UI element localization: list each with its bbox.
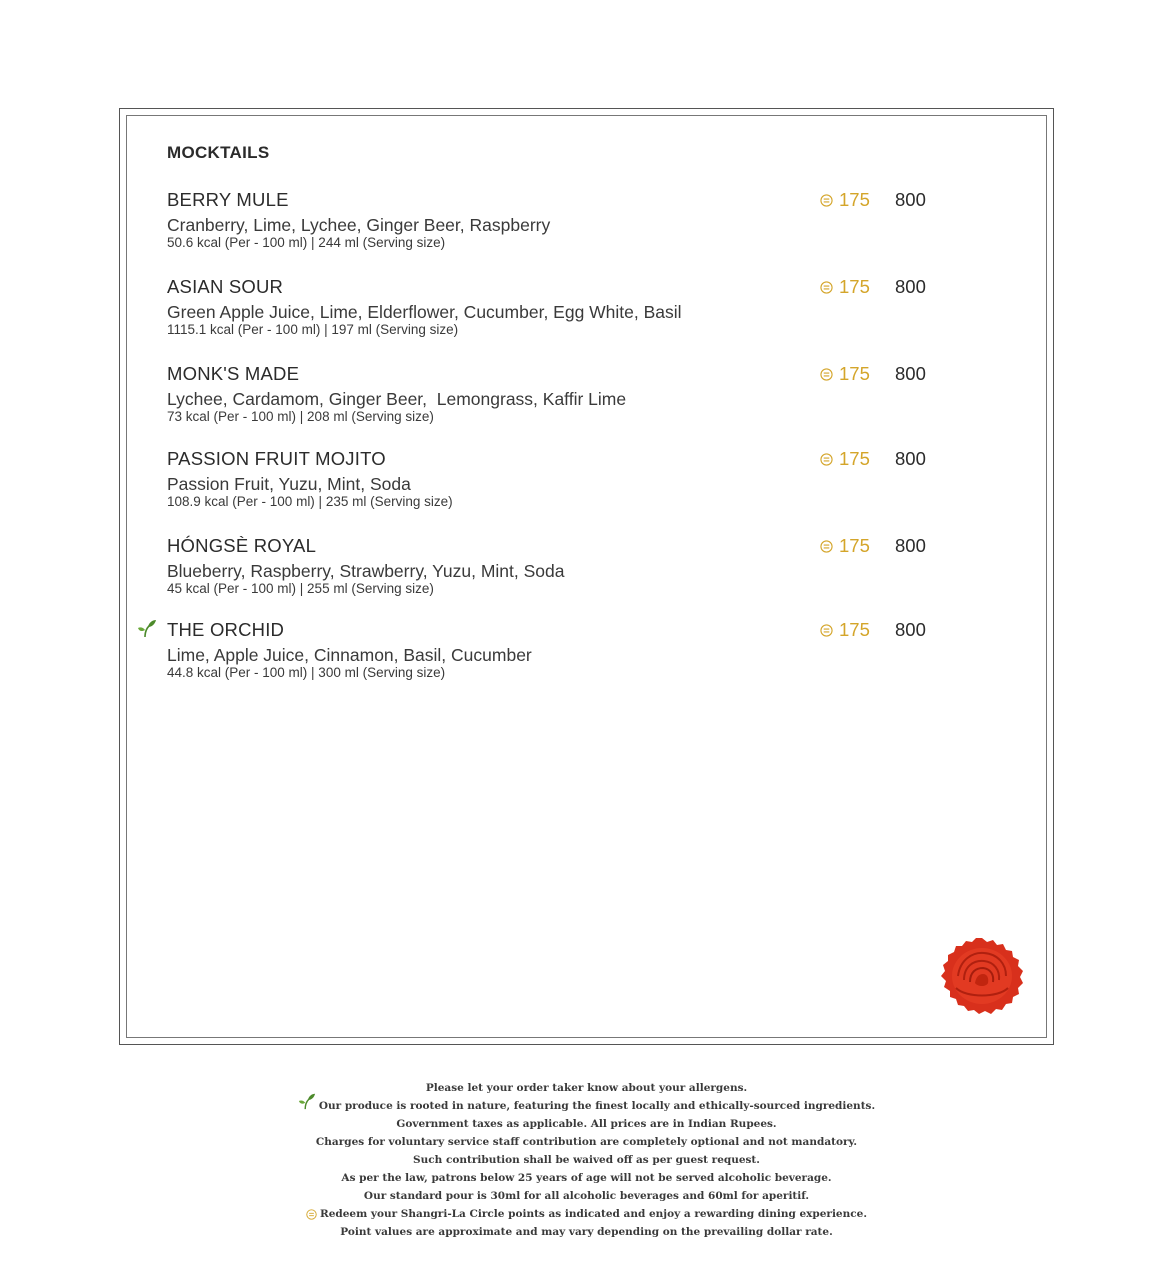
points-coin-icon	[820, 540, 833, 553]
item-name: ASIAN SOUR	[167, 276, 284, 297]
item-calories: 44.8 kcal (Per - 100 ml) | 300 ml (Serving size)	[167, 665, 446, 680]
menu-item-berry-mule	[167, 189, 957, 251]
item-calories: 73 kcal (Per - 100 ml) | 208 ml (Serving size)	[167, 409, 434, 424]
section-title: MOCKTAILS	[167, 143, 270, 162]
points-coin-icon	[820, 368, 833, 381]
footer-text: Our standard pour is 30ml for all alcoholic beverages and 60ml for aperitif.	[363, 1190, 810, 1202]
points-coin-icon	[820, 624, 833, 637]
rose-decoration-icon	[940, 936, 1024, 1016]
points-value: 175	[839, 448, 870, 469]
item-description: Passion Fruit, Yuzu, Mint, Soda	[167, 474, 411, 494]
points-value: 175	[839, 276, 870, 297]
item-points	[820, 619, 870, 641]
menu-item-hongse-royal	[167, 535, 957, 597]
item-points	[820, 448, 870, 470]
item-calories: 50.6 kcal (Per - 100 ml) | 244 ml (Serving size)	[167, 235, 446, 250]
points-value: 175	[839, 363, 870, 384]
item-price: 800	[895, 619, 926, 640]
item-description: Lime, Apple Juice, Cinnamon, Basil, Cucumber	[167, 645, 532, 665]
points-coin-icon	[820, 453, 833, 466]
footer-text: Charges for voluntary service staff contribution are completely optional and not mandatory.	[315, 1136, 858, 1148]
item-price: 800	[895, 363, 926, 384]
footer-line-standard-pour	[0, 1187, 1173, 1205]
item-description: Cranberry, Lime, Lychee, Ginger Beer, Raspberry	[167, 215, 551, 235]
leaf-icon	[298, 1092, 316, 1110]
footer-line-service-charge	[0, 1133, 1173, 1151]
item-price: 800	[895, 189, 926, 210]
item-points	[820, 276, 870, 298]
leaf-icon	[137, 618, 157, 638]
item-name: BERRY MULE	[167, 189, 289, 210]
item-calories: 45 kcal (Per - 100 ml) | 255 ml (Serving size)	[167, 581, 434, 596]
points-value: 175	[839, 535, 870, 556]
footer-line-age-law	[0, 1169, 1173, 1187]
points-coin-icon	[820, 194, 833, 207]
menu-item-the-orchid	[167, 619, 957, 681]
menu-item-passion-fruit-mojito	[167, 448, 957, 510]
points-value: 175	[839, 619, 870, 640]
footer-line-allergens	[0, 1079, 1173, 1097]
footer-text: Point values are approximate and may vary depending on the prevailing dollar rate.	[340, 1226, 833, 1238]
footer-text: Such contribution shall be waived off as per guest request.	[413, 1154, 760, 1166]
item-points	[820, 363, 870, 385]
menu-item-asian-sour	[167, 276, 957, 338]
footer-text: Our produce is rooted in nature, featuring the finest locally and ethically-sourced ingredients.	[318, 1100, 876, 1112]
item-name: PASSION FRUIT MOJITO	[167, 448, 386, 469]
item-name: HÓNGSÈ ROYAL	[167, 535, 317, 556]
item-description: Blueberry, Raspberry, Strawberry, Yuzu, Mint, Soda	[167, 561, 565, 581]
item-name: THE ORCHID	[167, 619, 285, 640]
item-price: 800	[895, 448, 926, 469]
footer-line-point-values	[0, 1223, 1173, 1241]
footer-text: Government taxes as applicable. All prices are in Indian Rupees.	[396, 1118, 777, 1130]
item-description: Lychee, Cardamom, Ginger Beer, Lemongrass, Kaffir Lime	[167, 389, 627, 409]
item-description: Green Apple Juice, Lime, Elderflower, Cucumber, Egg White, Basil	[167, 302, 682, 322]
item-price: 800	[895, 276, 926, 297]
item-points	[820, 189, 870, 211]
menu-item-monks-made	[167, 363, 957, 425]
footer-text: Please let your order taker know about your allergens.	[425, 1082, 748, 1094]
points-value: 175	[839, 189, 870, 210]
item-calories: 1115.1 kcal (Per - 100 ml) | 197 ml (Serving size)	[167, 322, 459, 337]
footer-line-produce	[0, 1097, 1173, 1115]
footer-text: As per the law, patrons below 25 years of age will not be served alcoholic beverage.	[341, 1172, 832, 1184]
footer-line-waiver	[0, 1151, 1173, 1169]
item-price: 800	[895, 535, 926, 556]
points-coin-icon	[306, 1209, 317, 1220]
item-name: MONK'S MADE	[167, 363, 300, 384]
item-calories: 108.9 kcal (Per - 100 ml) | 235 ml (Serving size)	[167, 494, 453, 509]
points-coin-icon	[820, 281, 833, 294]
item-points	[820, 535, 870, 557]
footer-text: Redeem your Shangri-La Circle points as indicated and enjoy a rewarding dining experience.	[320, 1208, 867, 1220]
footer-line-redeem-points	[0, 1205, 1173, 1223]
footer-line-taxes	[0, 1115, 1173, 1133]
footer-notes	[0, 1079, 1173, 1241]
